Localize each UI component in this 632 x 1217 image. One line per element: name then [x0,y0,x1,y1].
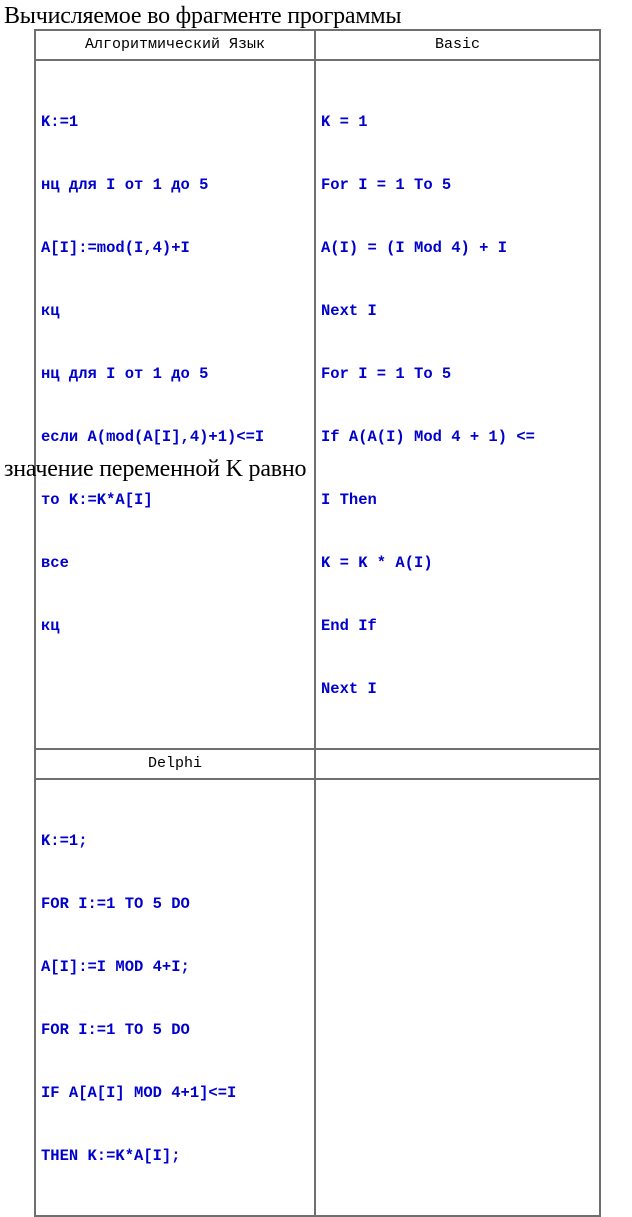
code-block-delphi [36,780,314,1215]
code-comparison-table [34,29,601,1217]
header-cell-delphi [35,749,315,779]
page-heading: Вычисляемое во фрагменте программы [4,3,402,29]
code-line: For I = 1 To 5 [321,365,452,383]
code-line: кц [41,302,60,320]
code-line: FOR I:=1 TO 5 DO [41,1021,190,1039]
code-line: K = K * A(I) [321,554,433,572]
header-basic: Basic [434,36,480,53]
code-line: I Then [321,491,377,509]
table-code-row-2 [35,779,600,1216]
code-line: нц для I от 1 до 5 [41,365,209,383]
code-line: если A(mod(A[I],4)+1)<=I [41,428,265,446]
code-line: кц [41,617,60,635]
code-line: A[I]:=I MOD 4+I; [41,958,190,976]
code-cell-algorithmic [35,60,315,749]
code-line: все [41,554,69,572]
code-line: то K:=K*A[I] [41,491,153,509]
code-line: IF A[A[I] MOD 4+1]<=I [41,1084,237,1102]
code-cell-delphi [35,779,315,1216]
code-line: K:=1; [41,832,88,850]
header-algorithmic-language: Алгоритмический Язык [84,36,266,53]
table-header-row-2 [35,749,600,779]
code-line: For I = 1 To 5 [321,176,452,194]
code-line: A(I) = (I Mod 4) + I [321,239,508,257]
header-cell-empty [315,749,600,779]
code-line: нц для I от 1 до 5 [41,176,209,194]
code-line: THEN K:=K*A[I]; [41,1147,181,1165]
code-cell-empty [315,779,600,1216]
code-line: K = 1 [321,113,368,131]
code-line: FOR I:=1 TO 5 DO [41,895,190,913]
header-cell-algorithmic [35,30,315,60]
code-cell-basic [315,60,600,749]
code-block-basic [316,61,599,748]
code-line: Next I [321,302,377,320]
table-code-row-1 [35,60,600,749]
code-line: End If [321,617,377,635]
table-header-row [35,30,600,60]
header-delphi: Delphi [147,755,202,772]
code-block-algorithmic [36,61,314,685]
question-footer: значение переменной K равно [4,456,307,482]
code-line: A[I]:=mod(I,4)+I [41,239,190,257]
header-cell-basic [315,30,600,60]
header-empty [316,750,599,778]
code-line: Next I [321,680,377,698]
code-line: K:=1 [41,113,79,131]
code-line: If A(A(I) Mod 4 + 1) <= [321,428,535,446]
